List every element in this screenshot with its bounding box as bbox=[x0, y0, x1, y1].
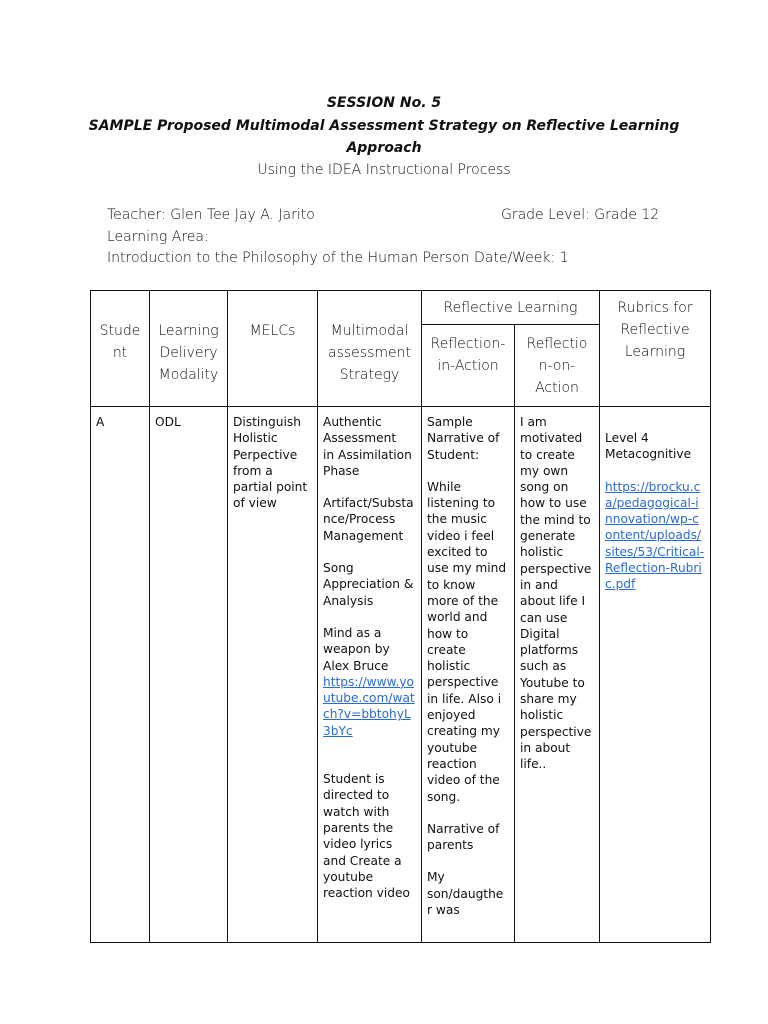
header-rubrics-text: Rubrics for Reflective Learning bbox=[617, 300, 693, 360]
document-title-line2: Approach bbox=[346, 140, 422, 156]
header-reflection-in-action bbox=[422, 325, 515, 407]
rubric-link[interactable]: https://brocku.ca/pedagogical-innovation/wp-content/uploads/sites/53/Critical-Reflection-Rubric.pdf bbox=[605, 479, 705, 592]
cell-rubrics bbox=[600, 407, 711, 943]
grade-level: Grade Level: Grade 12 bbox=[501, 207, 660, 223]
header-modality-text: Learning Delivery Modality bbox=[158, 323, 219, 383]
header-strategy-text: Multimodal assessment Strategy bbox=[328, 323, 411, 383]
header-reflective-learning-text: Reflective Learning bbox=[443, 300, 578, 316]
learning-area-label: Learning Area: bbox=[107, 229, 209, 245]
strategy-paragraph-2: Artifact/Substa nce/Process Management bbox=[323, 496, 414, 543]
cell-melcs bbox=[228, 407, 318, 943]
header-modality bbox=[150, 291, 228, 407]
header-student bbox=[91, 291, 150, 407]
in-action-paragraph-2: While listening to the music video i feel excited to use my mind to know more of the world and how to create holistic perspective in life. Also i enjoyed creating my youtube reaction video of the song. bbox=[427, 479, 507, 804]
in-action-paragraph-1: Sample Narrative of Student: bbox=[427, 415, 500, 462]
in-action-paragraph-3: Narrative of parents bbox=[427, 821, 500, 853]
header-reflection-on-action bbox=[515, 325, 600, 407]
document-subtitle: Using the IDEA Instructional Process bbox=[257, 162, 511, 178]
table-row bbox=[91, 407, 711, 943]
student-value: A bbox=[96, 415, 105, 429]
header-melcs bbox=[228, 291, 318, 407]
rubric-level: Level 4 Metacognitive bbox=[605, 431, 692, 462]
header-rubrics bbox=[600, 291, 711, 407]
header-strategy bbox=[318, 291, 422, 407]
cell-strategy bbox=[318, 407, 422, 943]
melcs-value: Distinguish Holistic Perpective from a partial point of view bbox=[233, 415, 308, 511]
teacher-name: Teacher: Glen Tee Jay A. Jarito bbox=[107, 207, 315, 223]
header-student-text: Stude nt bbox=[99, 323, 141, 361]
strategy-paragraph-5: Student is directed to watch with parents the video lyrics and Create a youtube reaction video bbox=[323, 772, 410, 901]
strategy-paragraph-4: Mind as a weapon by Alex Bruce bbox=[323, 625, 390, 673]
in-action-paragraph-4: My son/daugthe r was bbox=[427, 870, 504, 918]
header-reflective-learning bbox=[422, 291, 600, 325]
subject-and-date: Introduction to the Philosophy of the Human Person Date/Week: 1 bbox=[107, 250, 569, 266]
cell-reflection-in-action bbox=[422, 407, 515, 943]
cell-student bbox=[91, 407, 150, 943]
assessment-table bbox=[90, 290, 711, 943]
document-title-line1: SAMPLE Proposed Multimodal Assessment Strategy on Reflective Learning bbox=[88, 118, 680, 134]
header-reflection-in-action-text: Reflection- in-Action bbox=[430, 336, 506, 374]
cell-reflection-on-action bbox=[515, 407, 600, 943]
strategy-paragraph-1: Authentic Assessment in Assimilation Phase bbox=[323, 415, 412, 478]
cell-modality bbox=[150, 407, 228, 943]
session-title: SESSION No. 5 bbox=[326, 95, 442, 111]
header-melcs-text: MELCs bbox=[249, 323, 296, 339]
header-reflection-on-action-text: Reflectio n-on- Action bbox=[526, 336, 588, 396]
youtube-link[interactable]: https://www.youtube.com/watch?v=bbtohyL3bYc bbox=[323, 674, 415, 738]
strategy-paragraph-3: Song Appreciation & Analysis bbox=[323, 561, 414, 608]
on-action-text: I am motivated to create my own song on how to use the mind to generate holistic perspective in and about life I can use Digital platforms such as Youtube to share my holistic perspective in about life.. bbox=[520, 415, 592, 772]
modality-value: ODL bbox=[155, 415, 181, 429]
